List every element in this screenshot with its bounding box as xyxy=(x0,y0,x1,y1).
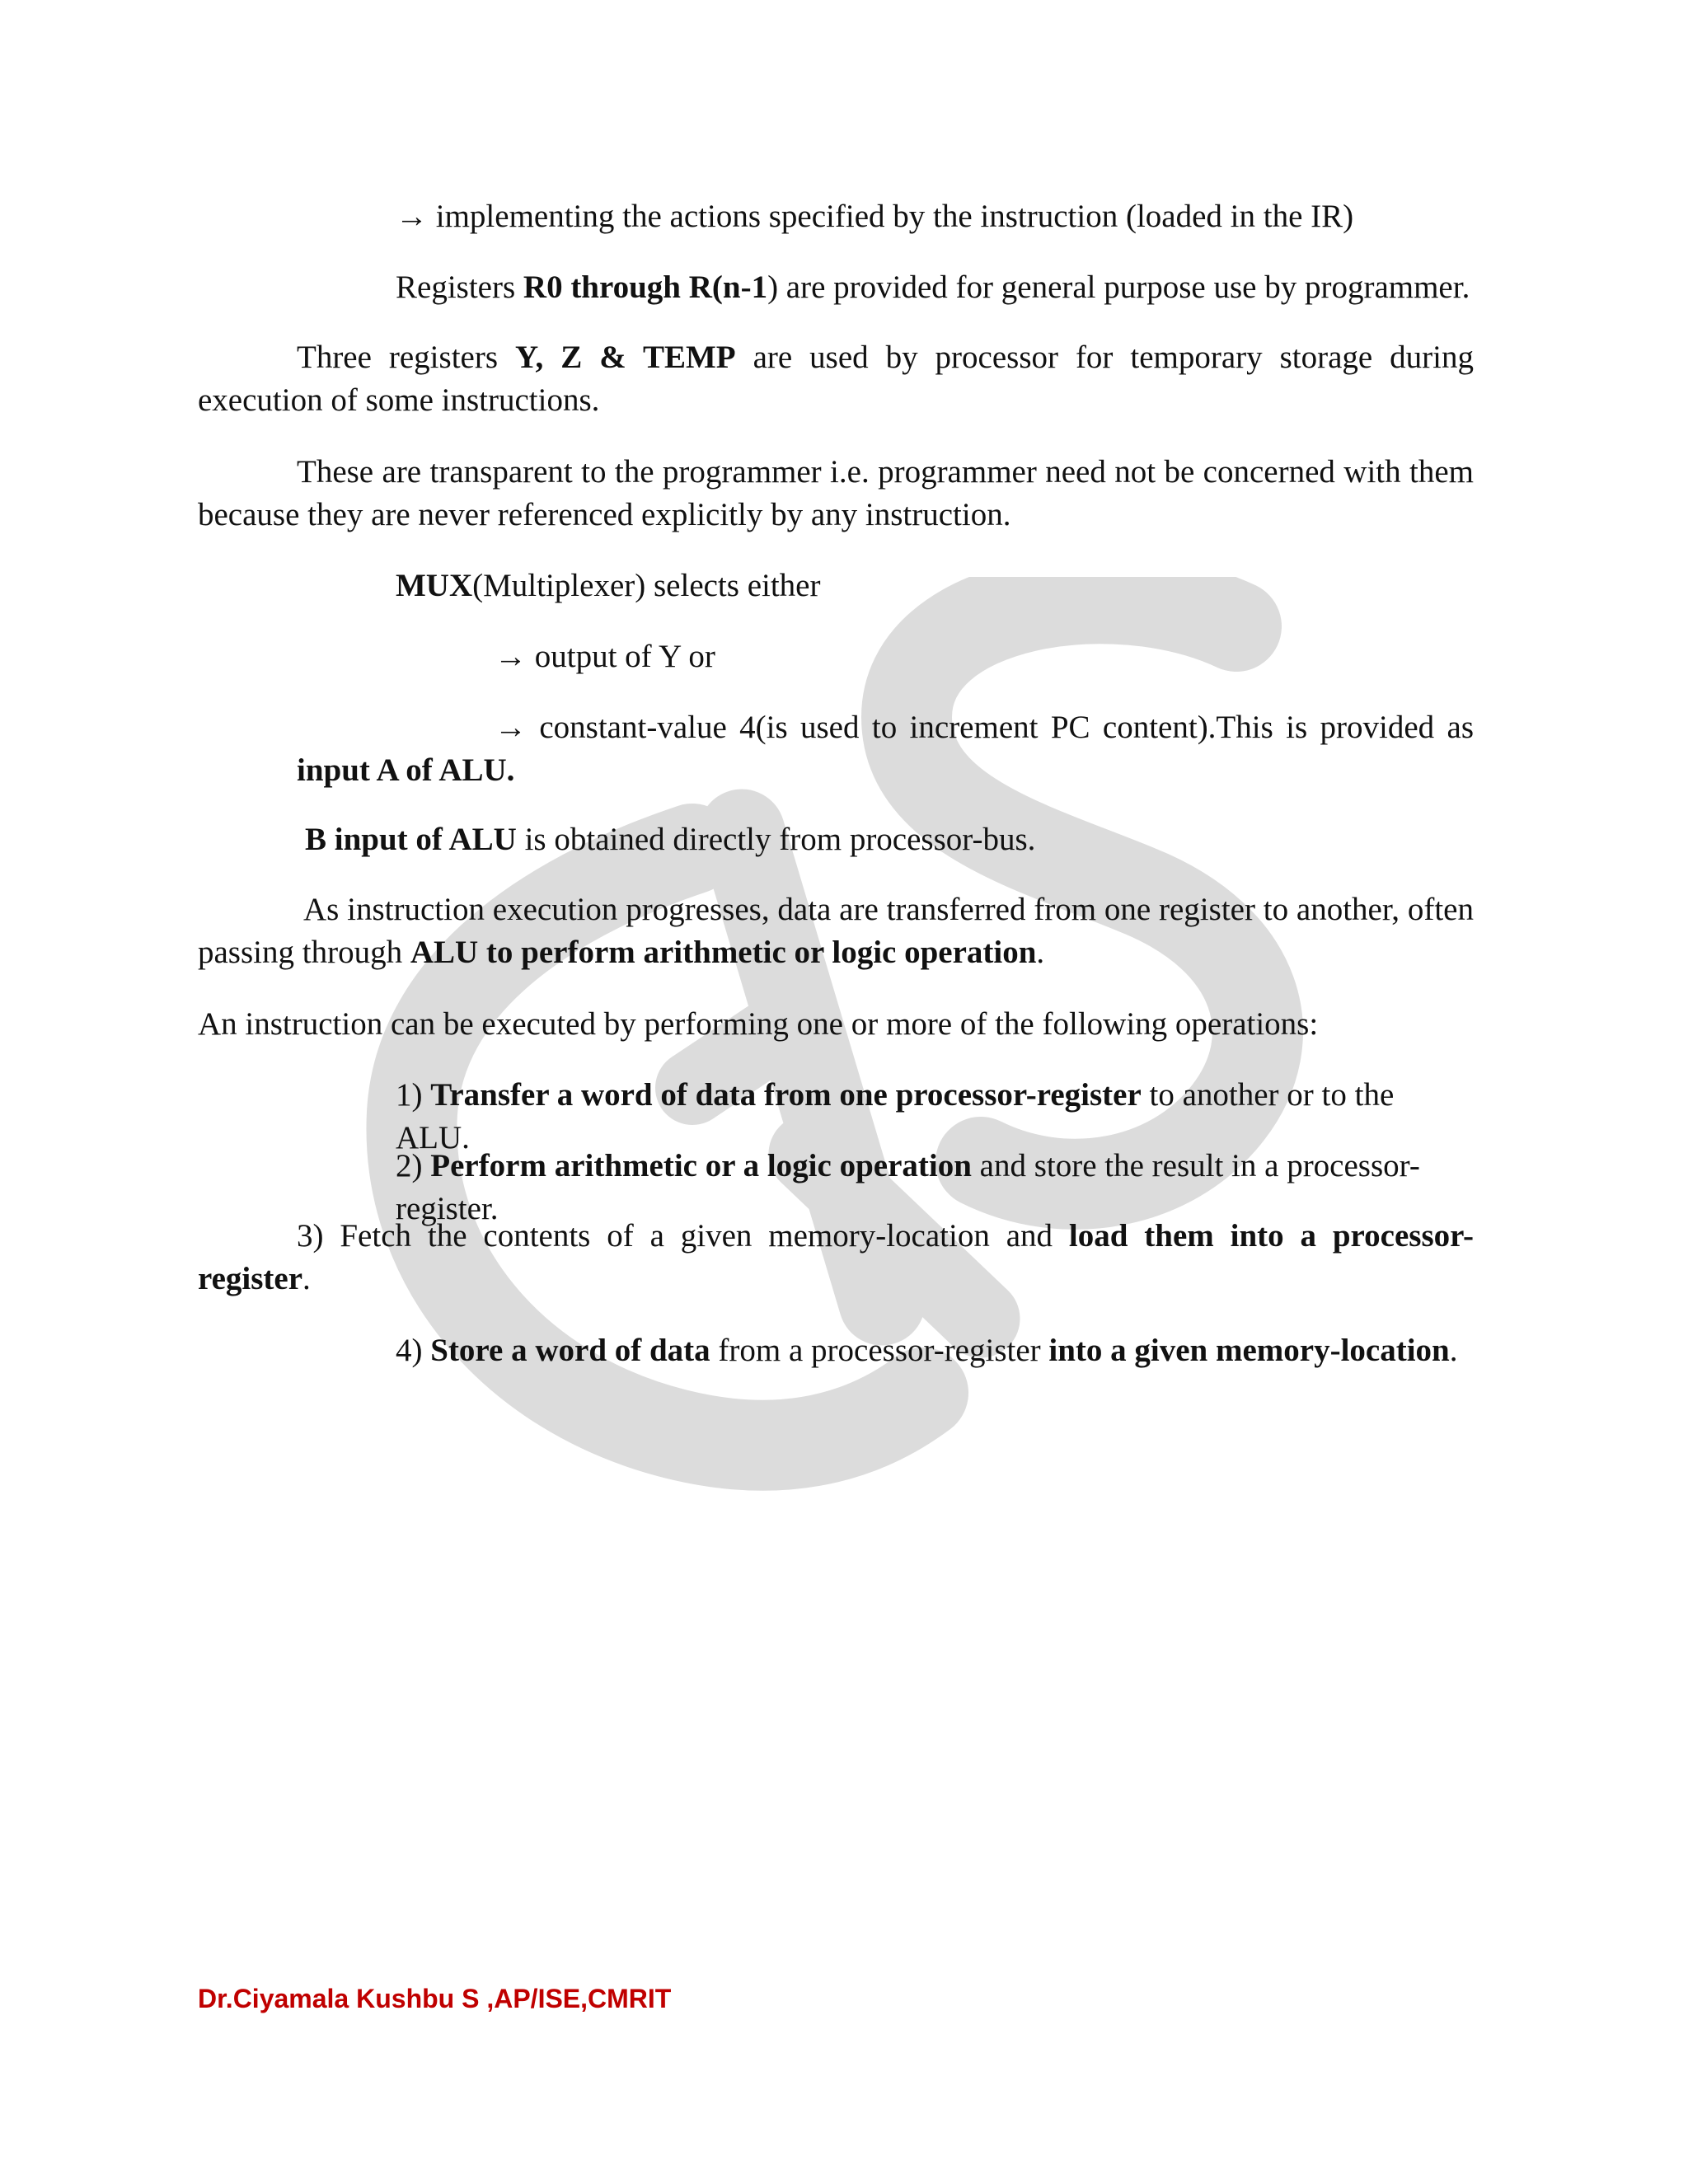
paragraph-instruction-actions: → implementing the actions specified by the instruction (loaded in the IR) xyxy=(396,199,1354,234)
paragraph-operations-intro: An instruction can be executed by performing one or more of the following operations: xyxy=(198,1006,1319,1042)
right-arrow-icon: → xyxy=(396,199,428,234)
paragraph-transparent-registers: These are transparent to the programmer i.e. programmer need not be concerned with them because they are never referenced explicitly by any instruction. xyxy=(198,454,1474,532)
operation-item-3: 3) Fetch the contents of a given memory-location and load them into a processor-register. xyxy=(198,1218,1474,1296)
operation-item-1: 1) Transfer a word of data from one processor-register to another or to the ALU. xyxy=(396,1077,1395,1155)
operation-item-2: 2) Perform arithmetic or a logic operation and store the result in a processor-register. xyxy=(396,1148,1420,1226)
paragraph-mux-option-y: → output of Y or xyxy=(495,639,715,674)
operation-item-4: 4) Store a word of data from a processor-register into a given memory-location. xyxy=(396,1333,1458,1368)
paragraph-temp-registers: Three registers Y, Z & TEMP are used by processor for temporary storage during execution of some instructions. xyxy=(198,340,1474,418)
paragraph-mux-option-constant: → constant-value 4(is used to increment PC content).This is provided as input A of ALU. xyxy=(297,710,1474,788)
paragraph-execution-progress: As instruction execution progresses, data are transferred from one register to another, often passing through ALU to perform arithmetic or logic operation. xyxy=(198,892,1474,970)
right-arrow-icon: → xyxy=(495,639,527,674)
footer-author: Dr.Ciyamala Kushbu S ,AP/ISE,CMRIT xyxy=(198,1984,672,2013)
paragraph-b-input: B input of ALU is obtained directly from processor-bus. xyxy=(305,822,1036,857)
paragraph-general-registers: Registers R0 through R(n-1) are provided for general purpose use by programmer. xyxy=(396,269,1470,305)
right-arrow-icon: → xyxy=(495,710,527,745)
paragraph-mux: MUX(Multiplexer) selects either xyxy=(396,568,821,603)
